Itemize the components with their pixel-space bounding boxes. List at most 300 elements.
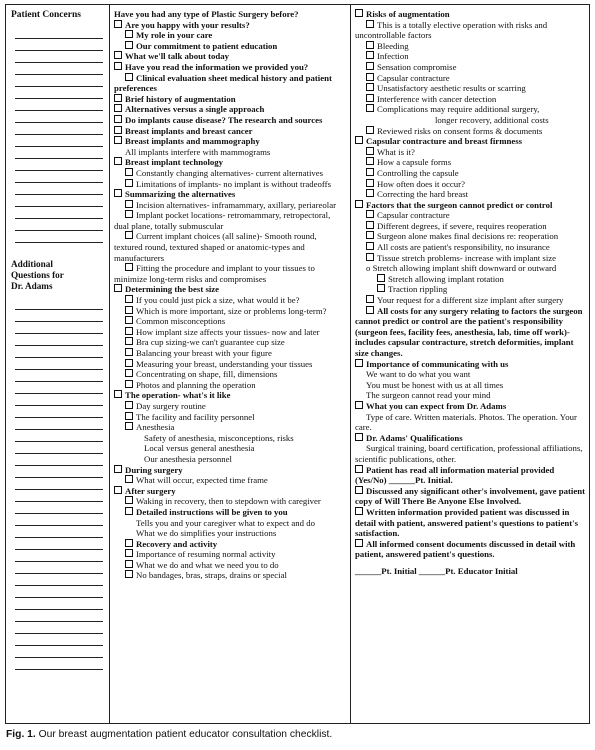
answer-line[interactable] [15,51,103,63]
answer-line[interactable] [15,502,103,514]
checklist-item [355,83,585,94]
checkbox[interactable] [114,390,122,398]
item-label: You must be honest with us at all times [366,379,504,390]
item-label: Constantly changing alternatives- current alternatives [136,167,324,178]
checkbox[interactable] [355,9,363,17]
checklist-item [114,210,346,231]
answer-line[interactable] [15,63,103,75]
checkbox[interactable] [377,284,385,292]
checklist-item [114,560,346,571]
checklist-item [355,359,585,370]
checkbox[interactable] [125,263,133,271]
checkbox[interactable] [366,189,374,197]
checklist-item [355,73,585,84]
checkbox[interactable] [366,295,374,303]
checkbox[interactable] [114,20,122,28]
checkbox[interactable] [114,465,122,473]
checklist-item [355,41,585,52]
patient-concerns-heading: Patient Concerns [11,10,81,20]
checklist-item [355,401,585,412]
item-label: What we'll talk about today [125,51,230,62]
checklist-item [114,306,346,317]
item-label: Stretch allowing implant rotation [388,273,504,284]
checklist-item [355,284,585,295]
checklist-item [114,295,346,306]
checklist-item [355,231,585,242]
checklist-item [114,51,346,62]
checkbox[interactable] [125,200,133,208]
checklist-text [355,263,585,274]
item-label: All informed consent documents discussed in detail with patient, answered patient's questions. [355,538,576,560]
item-label: Have you had any type of Plastic Surgery before? [114,9,299,19]
checklist-item [114,539,346,550]
item-label: Your request for a different size implant after surgery [377,295,564,306]
item-label: Determining the best size [125,284,220,295]
checkbox[interactable] [125,549,133,557]
checklist-text [355,443,585,464]
checklist-item [114,20,346,31]
checkbox[interactable] [355,401,363,409]
checklist-item [114,348,346,359]
item-label: Importance of resuming normal activity [136,549,276,560]
answer-line[interactable] [15,183,103,195]
item-label: This is a totally elective operation with risks and uncontrollable factors [355,19,548,41]
checkbox[interactable] [125,30,133,38]
checkbox[interactable] [125,231,133,239]
checklist-item [114,73,346,94]
checklist-item [114,41,346,52]
item-label: Surgical training, board certification, professional affiliations, scientific publications, other. [355,443,583,464]
item-label: The facility and facility personnel [136,411,255,422]
checklist-text [114,147,346,158]
item-label: Sensation compromise [377,61,457,72]
item-label: Local versus general anesthesia [144,443,255,454]
item-label: Different degrees, if severe, requires reoperation [377,220,547,231]
answer-line[interactable] [15,562,103,574]
checkbox[interactable] [355,539,363,547]
checklist-item [114,380,346,391]
checklist-item [114,94,346,105]
item-label: Factors that the surgeon cannot predict or control [366,199,553,210]
checkbox[interactable] [125,570,133,578]
checkbox[interactable] [377,274,385,282]
checkbox[interactable] [125,327,133,335]
item-label: Discussed any significant other's involvement, gave patient copy of Will There Be Anyone Else Involved. [355,485,585,507]
item-label: Complications may require additional surgery, [377,104,540,115]
answer-line[interactable] [15,231,103,243]
checkbox[interactable] [355,507,363,515]
checklist-item [355,126,585,137]
checkbox[interactable] [114,62,122,70]
item-label: Tells you and your caregiver what to expect and do [136,517,315,528]
checklist-text [114,433,346,444]
checkbox[interactable] [125,496,133,504]
answer-line[interactable] [15,622,103,634]
checkbox[interactable] [366,83,374,91]
answer-line[interactable] [15,147,103,159]
checklist-item [114,486,346,497]
item-label: Detailed instructions will be given to you [136,506,288,517]
answer-line[interactable] [15,111,103,123]
checkbox[interactable] [114,486,122,494]
item-label: Infection [377,51,409,62]
additional-questions-heading: Additional Questions for Dr. Adams [11,259,64,291]
checklist-text [114,528,346,539]
checkbox[interactable] [366,221,374,229]
checklist-text [355,380,585,391]
answer-line[interactable] [15,334,103,346]
checklist-text [355,115,585,126]
item-label: Do implants cause disease? The research and sources [125,114,323,125]
checkbox[interactable] [125,507,133,515]
checkbox[interactable] [355,200,363,208]
checkbox[interactable] [125,73,133,81]
answer-line[interactable] [15,646,103,658]
checklist-column-middle [110,5,351,723]
checkbox[interactable] [355,136,363,144]
checklist-item [114,179,346,190]
answer-line[interactable] [15,454,103,466]
checkbox[interactable] [366,126,374,134]
checklist-item [114,327,346,338]
checklist-text [114,9,346,20]
item-label: Dr. Adams' Qualifications [366,432,463,443]
item-label: Have you read the information we provided you? [125,61,309,72]
checklist-item [114,316,346,327]
checkbox[interactable] [125,316,133,324]
answer-line[interactable] [15,382,103,394]
checkbox[interactable] [125,41,133,49]
checklist-text [114,518,346,529]
checklist-item [355,210,585,221]
checklist-item [355,221,585,232]
checkbox[interactable] [125,422,133,430]
checkbox[interactable] [125,295,133,303]
item-label: All implants interfere with mammograms [125,146,271,157]
answer-line[interactable] [15,634,103,646]
checklist-item [355,147,585,158]
answer-line[interactable] [15,87,103,99]
checklist-text [355,369,585,380]
checkbox[interactable] [366,62,374,70]
checkbox[interactable] [125,337,133,345]
item-label: Are you happy with your results? [125,19,250,30]
item-label: No bandages, bras, straps, drains or special [136,570,287,581]
answer-line[interactable] [15,514,103,526]
checkbox[interactable] [114,104,122,112]
item-label: o Stretch allowing implant shift downward or outward [366,263,557,274]
checkbox[interactable] [366,73,374,81]
checklist-item [114,157,346,168]
checkbox[interactable] [366,168,374,176]
item-label: Tissue stretch problems- increase with implant size [377,252,557,263]
checkbox[interactable] [366,41,374,49]
item-label: Clinical evaluation sheet medical history and patient preferences [114,72,332,94]
checklist-item [355,20,585,41]
item-label: Our commitment to patient education [136,40,278,51]
checklist-text [355,566,585,577]
item-label: Interference with cancer detection [377,93,497,104]
checklist-item [355,62,585,73]
patient-concerns-column [6,5,110,723]
item-label: Waking in recovery, then to stepdown with caregiver [136,496,321,507]
concern-lines-top [11,27,105,243]
item-label: What is it? [377,146,415,157]
answer-line[interactable] [15,550,103,562]
answer-line[interactable] [15,171,103,183]
checklist-item [355,94,585,105]
answer-line[interactable] [15,159,103,171]
answer-line[interactable] [15,27,103,39]
answer-line[interactable] [15,195,103,207]
checklist-item [355,486,585,507]
item-label: What will occur, expected time frame [136,475,268,486]
checkbox[interactable] [125,412,133,420]
checkbox[interactable] [366,210,374,218]
checklist-table [5,4,590,724]
checkbox[interactable] [125,475,133,483]
item-label: Anesthesia [136,422,175,433]
answer-line[interactable] [15,430,103,442]
item-label: Limitations of implants- no implant is without tradeoffs [136,178,331,189]
item-label: What we do simplifies your instructions [136,528,277,539]
item-label: What you can expect from Dr. Adams [366,400,507,411]
item-label: If you could just pick a size, what would it be? [136,295,300,306]
checklist-item [114,189,346,200]
checklist-item [114,359,346,370]
answer-line[interactable] [15,75,103,87]
answer-line[interactable] [15,526,103,538]
answer-line[interactable] [15,370,103,382]
checklist-item [355,168,585,179]
checklist-item [114,168,346,179]
checklist-item [114,496,346,507]
checklist-item [114,369,346,380]
checkbox[interactable] [125,401,133,409]
answer-line[interactable] [15,310,103,322]
item-label: How a capsule forms [377,157,452,168]
checklist-item [355,51,585,62]
checkbox[interactable] [125,179,133,187]
item-label: Safety of anesthesia, misconceptions, risks [144,432,294,443]
checkbox[interactable] [125,359,133,367]
item-label: Traction rippling [388,284,448,295]
checklist-item [355,465,585,486]
figure-caption-text: Our breast augmentation patient educator consultation checklist. [35,729,333,740]
answer-line[interactable] [15,610,103,622]
checkbox[interactable] [125,380,133,388]
item-label: Bleeding [377,40,409,51]
checkbox[interactable] [355,486,363,494]
checklist-item [114,390,346,401]
item-label: The operation- what's it like [125,390,231,401]
answer-line[interactable] [15,346,103,358]
item-label: Written information provided patient was discussed in detail with patient, answered patient's questions to patient's satisfaction. [355,506,578,539]
item-label: Correcting the hard breast [377,189,469,200]
checklist-item [355,9,585,20]
checklist-item [114,401,346,412]
checkbox[interactable] [125,560,133,568]
checkbox[interactable] [366,157,374,165]
checklist-item [355,200,585,211]
checkbox[interactable] [114,115,122,123]
checkbox[interactable] [125,168,133,176]
item-label: Capsular contracture [377,72,450,83]
checkbox[interactable] [366,51,374,59]
checkbox[interactable] [114,126,122,134]
checklist-item [355,104,585,115]
checklist-item [355,242,585,253]
answer-line[interactable] [15,322,103,334]
item-label: Breast implant technology [125,157,224,168]
item-label: Type of care. Written materials. Photos. The operation. Your care. [355,411,577,433]
checklist-text [114,443,346,454]
checkbox[interactable] [125,306,133,314]
item-label: Bra cup sizing-we can't guarantee cup size [136,337,285,348]
checklist-item [114,115,346,126]
answer-line[interactable] [15,574,103,586]
checkbox[interactable] [355,359,363,367]
answer-line[interactable] [15,406,103,418]
answer-line[interactable] [15,466,103,478]
checkbox[interactable] [355,433,363,441]
checklist-item [114,126,346,137]
item-label: Implant pocket locations- retromammary, retropectoral, dual plane, totally submuscular [114,210,331,231]
answer-line[interactable] [15,123,103,135]
item-label: Day surgery routine [136,400,206,411]
checkbox[interactable] [366,147,374,155]
item-label: My role in your care [136,30,213,41]
answer-line[interactable] [15,298,103,310]
checklist-item [114,284,346,295]
item-label: Summarizing the alternatives [125,189,236,200]
checklist-item [355,306,585,359]
item-label: Alternatives versus a single approach [125,104,265,115]
checklist-item [355,274,585,285]
answer-line[interactable] [15,358,103,370]
item-label: Recovery and activity [136,538,218,549]
answer-line[interactable] [15,39,103,51]
checklist-column-right [351,5,589,723]
checkbox[interactable] [366,94,374,102]
checkbox[interactable] [125,539,133,547]
answer-line[interactable] [15,478,103,490]
item-label: All costs for any surgery relating to factors the surgeon cannot predict or control are the patient's responsibility (surgeon fees, facility fees, anesthesia, lab, time off work)- includes capsular contracture, stretch deformities, implant size changes. [355,305,583,358]
checkbox[interactable] [366,306,374,314]
answer-line[interactable] [15,135,103,147]
checkbox[interactable] [114,136,122,144]
item-label: Current implant choices (all saline)- Smooth round, textured round, textured shaped or anatomic-types and manufacturers [114,231,317,263]
checklist-item [355,189,585,200]
item-label: Surgeon alone makes final decisions re: reoperation [377,231,559,242]
answer-line[interactable] [15,490,103,502]
checkbox[interactable] [366,20,374,28]
item-label: Patient has read all information material provided (Yes/No) ______Pt. Initial. [355,464,555,486]
item-label: Unsatisfactory aesthetic results or scarring [377,83,526,94]
checklist-item [114,507,346,518]
item-label: How implant size affects your tissues- now and later [136,326,320,337]
checklist-item [355,295,585,306]
checklist-item [114,231,346,263]
figure-caption [6,729,332,740]
checklist-text [355,390,585,401]
checklist-text [355,412,585,433]
item-label: Capsular contracture [377,210,450,221]
item-label: After surgery [125,485,176,496]
checkbox[interactable] [114,51,122,59]
item-label: Balancing your breast with your figure [136,348,272,358]
answer-line[interactable] [15,219,103,231]
checkbox[interactable] [366,242,374,250]
figure-label: Fig. 1. [6,729,36,740]
item-label: Capsular contracture and breast firmness [366,136,523,147]
answer-line[interactable] [15,442,103,454]
item-label: Measuring your breast, understanding your tissues [136,358,313,369]
checklist-item [114,62,346,73]
checklist-item [114,200,346,211]
checklist-item [114,549,346,560]
checklist-item [355,253,585,264]
item-label: Incision alternatives- inframammary, axillary, periareolar [136,199,337,210]
item-label: Breast implants and mammography [125,136,260,147]
item-label: Risks of augmentation [366,9,450,19]
answer-line[interactable] [15,99,103,111]
answer-line[interactable] [15,658,103,670]
checkbox[interactable] [366,104,374,112]
answer-line[interactable] [15,586,103,598]
checklist-item [114,422,346,433]
answer-line[interactable] [15,598,103,610]
checklist-item [114,412,346,423]
checklist-item [114,30,346,41]
answer-line[interactable] [15,394,103,406]
answer-line[interactable] [15,418,103,430]
item-label: What we do and what we need you to do [136,559,279,570]
checklist-item [355,539,585,560]
item-label: Photos and planning the operation [136,379,256,390]
checkbox[interactable] [366,231,374,239]
checklist-item [114,570,346,581]
checkbox[interactable] [114,189,122,197]
item-label: Concentrating on shape, fill, dimensions [136,369,278,380]
checkbox[interactable] [125,369,133,377]
checkbox[interactable] [366,253,374,261]
item-label: We want to do what you want [366,369,471,380]
checklist-item [355,179,585,190]
item-label: Fitting the procedure and implant to your tissues to minimize long-term risks and compromises [114,263,315,284]
answer-line[interactable] [15,207,103,219]
checkbox[interactable] [355,465,363,473]
item-label: All costs are patient's responsibility, no insurance [377,242,550,253]
checklist-text [114,454,346,465]
checklist-item [114,465,346,476]
checklist-item [114,263,346,284]
checklist-item [114,337,346,348]
answer-line[interactable] [15,538,103,550]
checkbox[interactable] [114,284,122,292]
item-label: ______Pt. Initial ______Pt. Educator Initial [355,565,518,576]
question-lines-bottom [11,298,105,670]
item-label: The surgeon cannot read your mind [366,390,491,401]
checkbox[interactable] [114,157,122,165]
checklist-item [114,475,346,486]
checkbox[interactable] [125,210,133,218]
checklist-item [355,136,585,147]
checkbox[interactable] [125,348,133,356]
checklist-item [114,104,346,115]
checkbox[interactable] [366,179,374,187]
checkbox[interactable] [114,94,122,102]
